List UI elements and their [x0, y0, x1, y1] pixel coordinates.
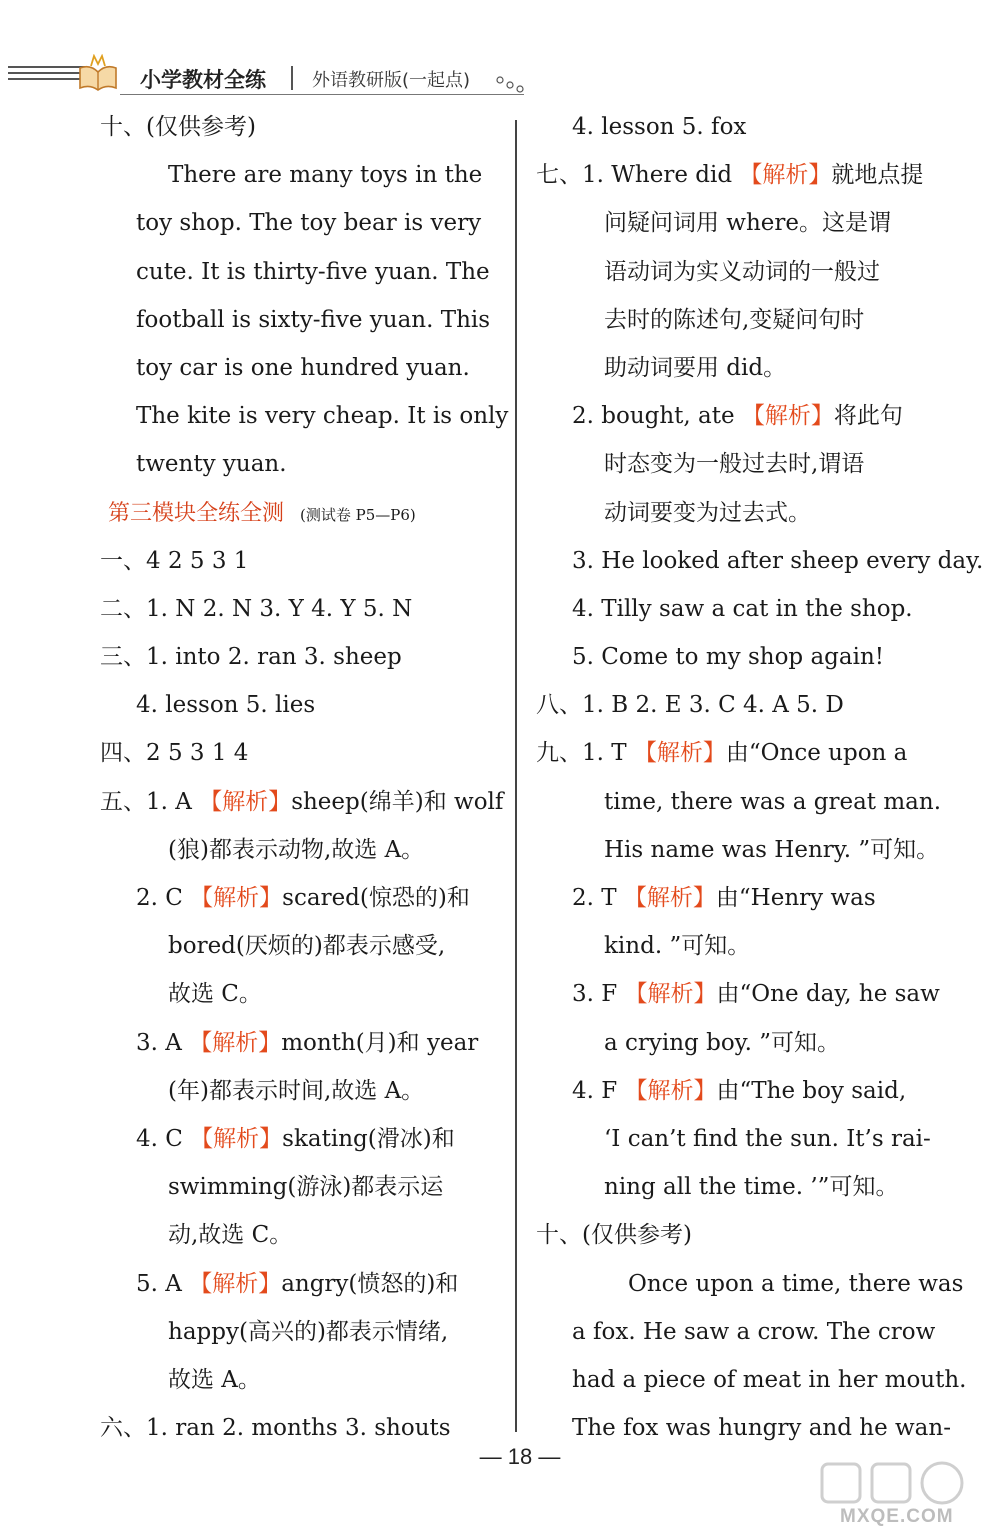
- analysis-tag: 【解析】: [189, 1029, 282, 1056]
- answer-line: 4. lesson 5. lies: [136, 692, 316, 719]
- answer-text: 由“Once upon a: [725, 740, 908, 767]
- answer-item: 九、1. T: [536, 740, 634, 767]
- answer-line: 问疑问词用 where。这是谓: [604, 210, 892, 237]
- answer-item: 3. F: [572, 981, 625, 1008]
- answer-line: 助动词要用 did。: [604, 354, 787, 381]
- answer-line: 4. Tilly saw a cat in the shop.: [572, 595, 913, 622]
- answer-line: [100, 879, 500, 927]
- column-divider: [515, 120, 517, 1432]
- answer-line: [100, 1024, 500, 1072]
- section-heading: [100, 494, 500, 542]
- answer-line: cute. It is thirty-five yuan. The: [136, 258, 490, 285]
- answer-line: happy(高兴的)都表示情绪,: [168, 1318, 449, 1345]
- answer-line: 三、1. into 2. ran 3. sheep: [100, 644, 402, 671]
- answer-line: 十、(仅供参考): [100, 114, 256, 140]
- answer-line: 故选 A。: [168, 1366, 261, 1393]
- answer-line: 二、1. N 2. N 3. Y 4. Y 5. N: [100, 595, 413, 622]
- answer-line: 3. He looked after sheep every day.: [572, 547, 984, 574]
- answer-line: 六、1. ran 2. months 3. shouts: [100, 1415, 451, 1442]
- answer-line: 4. lesson 5. fox: [572, 114, 747, 140]
- answer-line: [536, 975, 942, 1023]
- answer-item: 2. bought, ate: [572, 403, 742, 430]
- answer-line: [536, 1072, 942, 1120]
- answer-line: twenty yuan.: [136, 451, 287, 478]
- answer-line: (狼)都表示动物,故选 A。: [168, 836, 425, 863]
- answer-line: a crying boy. ”可知。: [604, 1029, 840, 1056]
- analysis-tag: 【解析】: [190, 1125, 283, 1152]
- analysis-tag: 【解析】: [741, 403, 834, 430]
- answer-line: toy shop. The toy bear is very: [136, 210, 482, 237]
- answer-line: [536, 879, 942, 927]
- answer-line: ning all the time. ’”可知。: [604, 1174, 899, 1201]
- analysis-tag: 【解析】: [739, 162, 832, 189]
- answer-text: month(月)和 year: [281, 1029, 479, 1056]
- answer-text: 就地点提: [831, 162, 924, 189]
- answer-text: 由“The boy said,: [716, 1077, 907, 1104]
- answer-text: 将此句: [833, 403, 903, 430]
- answer-line: There are many toys in the: [168, 162, 483, 189]
- analysis-tag: 【解析】: [624, 981, 717, 1008]
- answer-line: 时态变为一般过去时,谓语: [604, 451, 865, 478]
- section-note: (测试卷 P5—P6): [300, 505, 416, 524]
- answer-line: [536, 156, 942, 204]
- answer-line: 去时的陈述句,变疑问句时: [604, 306, 865, 333]
- answer-line: (年)都表示时间,故选 A。: [168, 1077, 425, 1104]
- watermark-text: MXQE.COM: [840, 1506, 954, 1527]
- answer-line: toy car is one hundred yuan.: [136, 354, 470, 381]
- answer-line: 一、4 2 5 3 1: [100, 547, 249, 574]
- header-rule: [120, 94, 524, 95]
- answer-text: 由“Henry was: [715, 885, 876, 911]
- answer-line: ‘I can’t find the sun. It’s rai-: [604, 1125, 931, 1152]
- open-book-icon: [76, 54, 120, 94]
- answer-line: [100, 783, 504, 831]
- answer-line: swimming(游泳)都表示运: [168, 1174, 444, 1201]
- answer-line: [100, 1120, 500, 1168]
- answer-text: sheep(绵羊)和 wolf: [291, 788, 504, 815]
- answer-line: [100, 1265, 500, 1313]
- answer-line: 动,故选 C。: [168, 1222, 293, 1249]
- header-decoration-lines: [8, 66, 86, 84]
- answer-line: football is sixty-five yuan. This: [136, 306, 491, 333]
- answer-line: [536, 734, 942, 782]
- analysis-tag: 【解析】: [199, 788, 292, 815]
- answer-item: 4. C: [136, 1125, 191, 1152]
- answer-line: bored(厌烦的)都表示感受,: [168, 933, 446, 960]
- answer-line: The fox was hungry and he wan-: [572, 1415, 951, 1442]
- answer-line: time, there was a great man.: [604, 788, 942, 815]
- answer-line: 八、1. B 2. E 3. C 4. A 5. D: [536, 692, 844, 719]
- answer-text: scared(惊恐的)和: [282, 885, 470, 911]
- answer-item: 5. A: [136, 1270, 190, 1297]
- answer-line: Once upon a time, there was: [628, 1270, 964, 1297]
- header-dots-ornament: [494, 74, 528, 94]
- answer-line: 5. Come to my shop again!: [572, 644, 885, 671]
- left-column: [100, 108, 509, 1457]
- edition-label: 外语教研版(一起点): [312, 70, 471, 91]
- answer-line: His name was Henry. ”可知。: [604, 836, 940, 863]
- answer-item: 五、1. A: [100, 788, 200, 815]
- answer-line: a fox. He saw a crow. The crow: [572, 1318, 936, 1345]
- answer-text: angry(愤怒的)和: [281, 1270, 459, 1297]
- analysis-tag: 【解析】: [190, 885, 283, 911]
- answer-line: [536, 397, 942, 445]
- analysis-tag: 【解析】: [633, 740, 726, 767]
- analysis-tag: 【解析】: [189, 1270, 282, 1297]
- answer-item: 3. A: [136, 1029, 190, 1056]
- answer-line: 语动词为实义动词的一般过: [604, 258, 880, 285]
- answer-text: skating(滑冰)和: [282, 1125, 455, 1152]
- answer-line: 四、2 5 3 1 4: [100, 740, 249, 767]
- right-column: [536, 108, 984, 1457]
- answer-line: had a piece of meat in her mouth.: [572, 1366, 967, 1393]
- answer-line: 十、(仅供参考): [536, 1222, 692, 1249]
- answer-line: The kite is very cheap. It is only: [136, 403, 509, 430]
- answer-item: 七、1. Where did: [536, 162, 740, 189]
- header-separator: [291, 66, 293, 90]
- answer-line: 动词要变为过去式。: [604, 499, 811, 526]
- analysis-tag: 【解析】: [624, 1077, 717, 1104]
- series-title: 小学教材全练: [140, 68, 266, 92]
- page-number: — 18 —: [479, 1444, 561, 1469]
- answer-item: 2. C: [136, 885, 191, 911]
- answer-text: 由“One day, he saw: [716, 981, 940, 1008]
- section-title: 第三模块全练全测: [108, 500, 285, 526]
- answer-item: 2. T: [572, 885, 624, 911]
- answer-item: 4. F: [572, 1077, 625, 1104]
- running-header: [0, 50, 540, 100]
- answer-line: kind. ”可知。: [604, 933, 751, 960]
- answer-line: 故选 C。: [168, 981, 262, 1008]
- analysis-tag: 【解析】: [623, 885, 716, 911]
